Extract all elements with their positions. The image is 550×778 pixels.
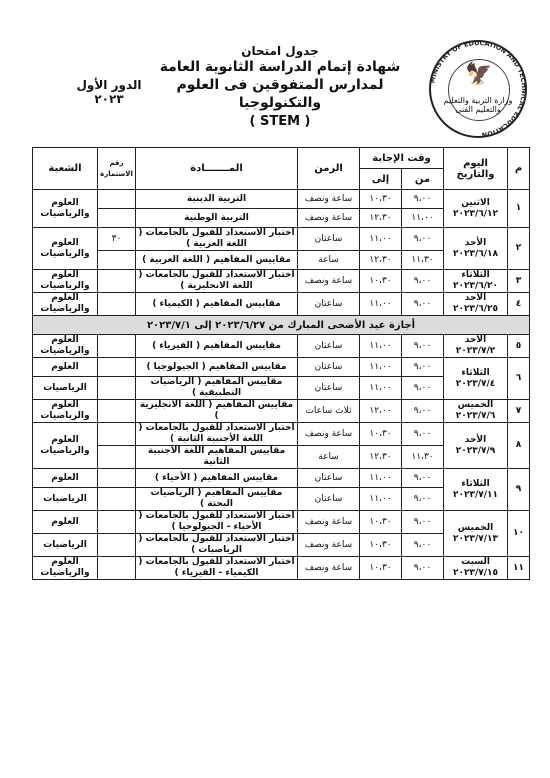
time-from: ٩،٠٠	[402, 511, 444, 534]
subject: التربية الوطنية	[136, 209, 298, 228]
duration: ساعة ونصف	[298, 190, 360, 209]
row-number: ٦	[508, 358, 530, 400]
subject: اختبار الاستعداد للقبول بالجامعات ( الأحياء - الجيولوجيا )	[136, 511, 298, 534]
time-to: ١١،٠٠	[360, 469, 402, 488]
form-number	[98, 293, 136, 316]
day-name: الأحد	[464, 237, 487, 248]
time-from: ٩،٠٠	[402, 534, 444, 557]
duration: ساعتان	[298, 469, 360, 488]
subject: مقاييس المفاهيم ( الجيولوجيا )	[136, 358, 298, 377]
subject: مقاييس المفاهيم ( الأحياء )	[136, 469, 298, 488]
duration: ساعتان	[298, 293, 360, 316]
form-number	[98, 557, 136, 580]
day-name: الاثنين	[461, 197, 490, 208]
duration: ساعتان	[298, 377, 360, 400]
day-name: الأحد	[464, 335, 487, 345]
time-from: ٩،٠٠	[402, 228, 444, 251]
branch: العلوم	[33, 511, 98, 534]
holiday-row	[33, 316, 530, 335]
duration: ساعة	[298, 446, 360, 469]
logo-arabic-text: وزارة التربية والتعليم والتعليم الفنى	[443, 96, 513, 114]
day-date-cell	[444, 557, 508, 580]
day-date-cell	[444, 358, 508, 400]
exam-date: ٢٠٢٣/٧/٦	[455, 411, 496, 421]
time-to: ١١،٠٠	[360, 358, 402, 377]
title-line-3: لمدارس المتفوقين فى العلوم والتكنولوجيا	[176, 77, 384, 111]
exam-date: ٢٠٢٣/٦/٢٥	[452, 304, 499, 314]
row-number: ٩	[508, 469, 530, 511]
form-number	[98, 534, 136, 557]
exam-date: ٢٠٢٣/٧/١١	[452, 489, 499, 500]
table-row	[33, 228, 530, 251]
branch: الرياضيات	[33, 377, 98, 400]
day-name: الثلاثاء	[461, 478, 490, 489]
branch: العلوم والرياضيات	[33, 228, 98, 270]
day-date-cell	[444, 511, 508, 557]
exam-date: ٢٠٢٣/٧/١٥	[452, 568, 499, 578]
form-number	[98, 335, 136, 358]
time-from: ٩،٠٠	[402, 557, 444, 580]
form-number	[98, 251, 136, 270]
table-row	[33, 423, 530, 446]
time-to: ١٠،٣٠	[360, 557, 402, 580]
time-to: ١٠،٣٠	[360, 511, 402, 534]
exam-date: ٢٠٢٣/٧/١٣	[452, 533, 499, 544]
duration: ساعة ونصف	[298, 557, 360, 580]
subject: مقاييس المفاهيم ( الرياضيات التطبيقية )	[136, 377, 298, 400]
day-date-cell	[444, 293, 508, 316]
row-number: ١٠	[508, 511, 530, 557]
duration: ساعة ونصف	[298, 270, 360, 293]
table-row	[33, 511, 530, 534]
subject: التربية الدينية	[136, 190, 298, 209]
subject: اختبار الاستعداد للقبول بالجامعات ( اللغة الأجنبية الثانية )	[136, 423, 298, 446]
col-branch: الشعبة	[33, 148, 98, 190]
form-number	[98, 270, 136, 293]
subject: مقاييس المفاهيم ( الكيمياء )	[136, 293, 298, 316]
col-form-no: رقم الاستمارة	[98, 148, 136, 190]
subject: مقاييس المفاهيم اللغة الأجنبية الثانية	[136, 446, 298, 469]
branch: الرياضيات	[33, 488, 98, 511]
table-header	[33, 148, 530, 190]
time-from: ٩،٠٠	[402, 293, 444, 316]
time-from: ٩،٠٠	[402, 488, 444, 511]
row-number: ٢	[508, 228, 530, 270]
time-from: ٩،٠٠	[402, 423, 444, 446]
col-from: من	[402, 169, 444, 190]
exam-date: ٢٠٢٣/٦/١٢	[452, 208, 499, 219]
form-number	[98, 190, 136, 209]
duration: ساعة ونصف	[298, 534, 360, 557]
exam-date: ٢٠٢٣/٧/٤	[455, 378, 496, 389]
exam-schedule-table	[32, 147, 530, 580]
day-date-cell	[444, 228, 508, 270]
time-to: ١١،٠٠	[360, 488, 402, 511]
col-to: إلى	[360, 169, 402, 190]
time-to: ١٠،٣٠	[360, 190, 402, 209]
day-date-cell	[444, 469, 508, 511]
branch: العلوم والرياضيات	[33, 400, 98, 423]
time-to: ١٢،٣٠	[360, 251, 402, 270]
title-line-2: شهادة إتمام الدراسة الثانوية العامة	[159, 59, 401, 75]
subject: مقاييس المفاهيم ( الرياضيات البحتة )	[136, 488, 298, 511]
row-number: ٥	[508, 335, 530, 358]
table-row	[33, 293, 530, 316]
table-row	[33, 190, 530, 209]
duration: ساعتان	[298, 228, 360, 251]
table-row	[33, 557, 530, 580]
duration: ساعة ونصف	[298, 209, 360, 228]
form-number	[98, 358, 136, 377]
form-number	[98, 446, 136, 469]
svg-text:MINISTRY OF EDUCATION AND TECH: MINISTRY OF EDUCATION AND TECHNICAL EDUCATION	[428, 38, 529, 139]
subject: اختبار الاستعداد للقبول بالجامعات ( اللغة الانجليزية )	[136, 270, 298, 293]
subject: مقاييس المفاهيم ( اللغة الانجليزية )	[136, 400, 298, 423]
day-name: الثلاثاء	[461, 270, 490, 280]
branch: العلوم والرياضيات	[33, 557, 98, 580]
table-row	[33, 335, 530, 358]
table-row	[33, 400, 530, 423]
form-number	[98, 400, 136, 423]
title-line-1: جدول امتحان	[241, 44, 319, 58]
duration: ساعة ونصف	[298, 423, 360, 446]
subject: اختبار الاستعداد للقبول بالجامعات ( الكيمياء - الفيزياء )	[136, 557, 298, 580]
exam-date: ٢٠٢٣/٦/١٨	[452, 248, 499, 259]
time-from: ٩،٠٠	[402, 190, 444, 209]
form-number	[98, 469, 136, 488]
duration: ساعتان	[298, 335, 360, 358]
col-duration: الزمن	[298, 148, 360, 190]
row-number: ٧	[508, 400, 530, 423]
branch: العلوم والرياضيات	[33, 423, 98, 469]
row-number: ٤	[508, 293, 530, 316]
row-number: ١	[508, 190, 530, 228]
branch: العلوم والرياضيات	[33, 190, 98, 228]
branch: العلوم	[33, 469, 98, 488]
branch: الرياضيات	[33, 534, 98, 557]
day-date-cell	[444, 335, 508, 358]
branch: العلوم والرياضيات	[33, 293, 98, 316]
table-row	[33, 358, 530, 377]
row-number: ١١	[508, 557, 530, 580]
form-number	[98, 511, 136, 534]
duration: ساعة ونصف	[298, 511, 360, 534]
subject: مقاييس المفاهيم ( الفيزياء )	[136, 335, 298, 358]
time-to: ١٠،٣٠	[360, 534, 402, 557]
time-to: ١١،٠٠	[360, 293, 402, 316]
day-name: الأحد	[464, 434, 487, 445]
form-number	[98, 488, 136, 511]
table-body	[33, 190, 530, 580]
col-answer-time: وقت الإجابة	[360, 148, 444, 169]
col-day: اليوم والتاريخ	[444, 148, 508, 190]
time-to: ١٢،٠٠	[360, 400, 402, 423]
subject: اختبار الاستعداد للقبول بالجامعات ( الرياضيات )	[136, 534, 298, 557]
time-from: ٩،٠٠	[402, 400, 444, 423]
row-number: ٨	[508, 423, 530, 469]
day-name: الأحد	[464, 293, 487, 303]
time-to: ١١،٠٠	[360, 335, 402, 358]
branch: العلوم	[33, 358, 98, 377]
form-number	[98, 209, 136, 228]
day-date-cell	[444, 270, 508, 293]
col-subject: المـــــــادة	[136, 148, 298, 190]
time-to: ١١،٠٠	[360, 377, 402, 400]
day-name: الخميس	[457, 522, 494, 533]
day-date-cell	[444, 423, 508, 469]
exam-date: ٢٠٢٣/٧/٩	[455, 445, 496, 456]
table-row	[33, 270, 530, 293]
branch: العلوم والرياضيات	[33, 270, 98, 293]
time-from: ٩،٠٠	[402, 358, 444, 377]
time-from: ١١،٣٠	[402, 446, 444, 469]
ministry-logo	[429, 40, 527, 138]
subject: اختبار الاستعداد للقبول بالجامعات ( اللغة العربية )	[136, 228, 298, 251]
duration: ساعة	[298, 251, 360, 270]
time-from: ٩،٠٠	[402, 270, 444, 293]
day-date-cell	[444, 400, 508, 423]
time-from: ٩،٠٠	[402, 335, 444, 358]
form-number	[98, 377, 136, 400]
form-number	[98, 423, 136, 446]
form-number: ٣٠	[98, 228, 136, 251]
table-row	[33, 469, 530, 488]
exam-date: ٢٠٢٣/٦/٢٠	[452, 281, 499, 291]
time-to: ١٢،٣٠	[360, 209, 402, 228]
time-to: ١٠،٣٠	[360, 270, 402, 293]
time-from: ٩،٠٠	[402, 469, 444, 488]
duration: ساعتان	[298, 358, 360, 377]
day-name: الخميس	[457, 400, 494, 410]
time-to: ١١،٠٠	[360, 228, 402, 251]
duration: ثلاث ساعات	[298, 400, 360, 423]
page-title	[140, 44, 420, 130]
day-name: السبت	[461, 557, 490, 567]
col-num: م	[508, 148, 530, 190]
exam-term: الدور الأول ٢٠٢٣	[76, 78, 142, 106]
row-number: ٣	[508, 270, 530, 293]
day-date-cell	[444, 190, 508, 228]
holiday-text: أجازة عيد الأضحى المبارك من ٢٠٢٣/٦/٢٧ إلى ٢٠٢٣/٧/١	[33, 316, 530, 335]
time-from: ٩،٠٠	[402, 377, 444, 400]
eagle-emblem-icon: 🦅	[465, 62, 493, 87]
branch: العلوم والرياضيات	[33, 335, 98, 358]
time-to: ١٢،٣٠	[360, 446, 402, 469]
time-from: ١١،٣٠	[402, 251, 444, 270]
subject: مقاييس المفاهيم ( اللغة العربية )	[136, 251, 298, 270]
exam-date: ٢٠٢٣/٧/٢	[455, 346, 496, 356]
title-line-4: ( STEM )	[249, 114, 311, 129]
duration: ساعتان	[298, 488, 360, 511]
day-name: الثلاثاء	[461, 367, 490, 378]
time-from: ١١،٠٠	[402, 209, 444, 228]
time-to: ١٠،٣٠	[360, 423, 402, 446]
